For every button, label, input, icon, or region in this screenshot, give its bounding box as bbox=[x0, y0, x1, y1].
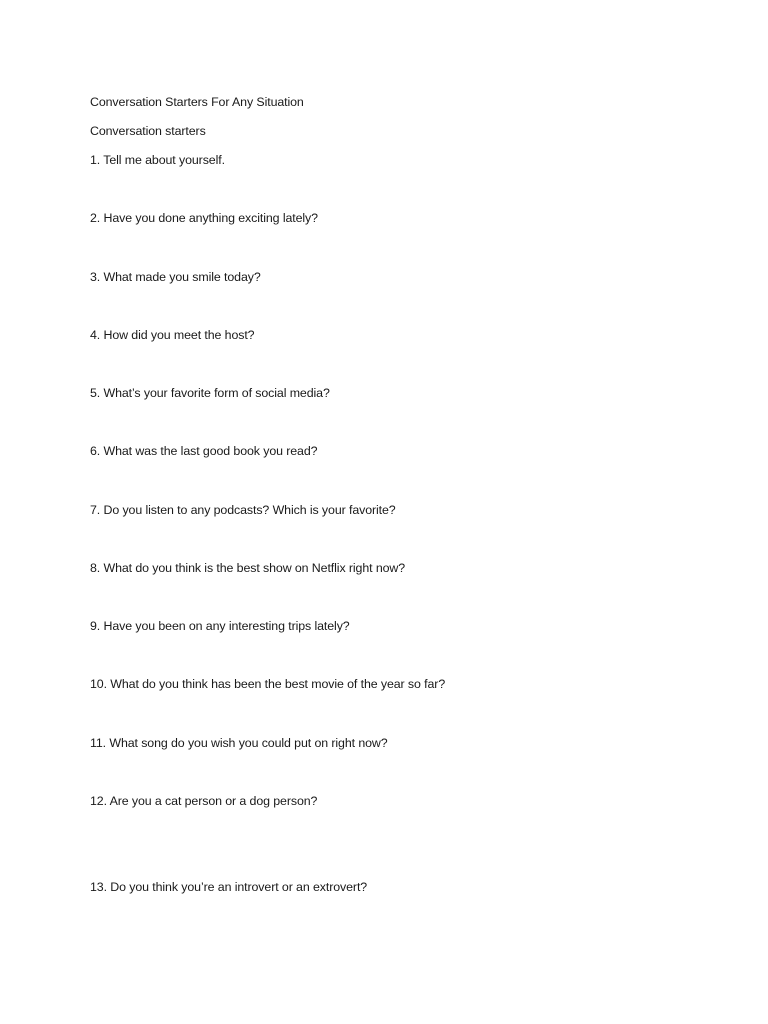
question-item: 12. Are you a cat person or a dog person? bbox=[90, 794, 318, 808]
question-item: 10. What do you think has been the best movie of the year so far? bbox=[90, 677, 446, 691]
question-item: 6. What was the last good book you read? bbox=[90, 444, 318, 458]
question-item: 8. What do you think is the best show on Netflix right now? bbox=[90, 561, 406, 575]
question-item: 13. Do you think you’re an introvert or an extrovert? bbox=[90, 880, 368, 894]
document-subtitle: Conversation starters bbox=[90, 124, 206, 138]
document-title: Conversation Starters For Any Situation bbox=[90, 95, 304, 109]
question-item: 11. What song do you wish you could put on right now? bbox=[90, 736, 388, 750]
question-item: 9. Have you been on any interesting trips lately? bbox=[90, 619, 350, 633]
question-item: 3. What made you smile today? bbox=[90, 270, 261, 284]
question-item: 5. What’s your favorite form of social media? bbox=[90, 386, 330, 400]
question-item: 2. Have you done anything exciting lately? bbox=[90, 211, 318, 225]
question-item: 7. Do you listen to any podcasts? Which is your favorite? bbox=[90, 503, 396, 517]
question-item: 1. Tell me about yourself. bbox=[90, 153, 225, 167]
question-item: 4. How did you meet the host? bbox=[90, 328, 255, 342]
